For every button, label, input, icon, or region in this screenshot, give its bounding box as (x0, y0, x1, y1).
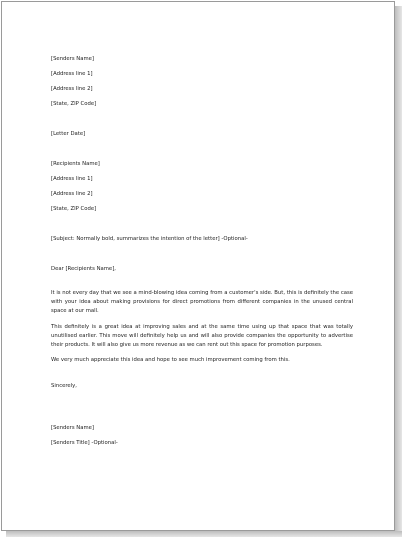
recipient-name: [Recipients Name] (51, 161, 100, 167)
recipient-address-line-2: [Address line 2] (51, 191, 93, 197)
sender-state-zip: [State, ZIP Code] (51, 101, 97, 107)
body-paragraph-1: It is not every day that we see a mind-blowing idea coming from a customer's side. But, this is definitely the case with your idea about making provisions for direct promotions from different companies in the unused central space at our mall. (51, 290, 353, 315)
body-paragraph-2: This definitely is a great idea at improving sales and at the same time using up that space that was totally unutilised earlier. This move will definitely help us and will also provide companies the opportunity to advertise their products. It will also give us more revenue as we can rent out this space for promotion purposes. (51, 323, 353, 349)
recipient-state-zip: [State, ZIP Code] (51, 206, 97, 212)
signature-name: [Senders Name] (51, 425, 94, 432)
body-paragraph-3: We very much appreciate this idea and hope to see much improvement coming from this. (51, 357, 290, 364)
sender-name: [Senders Name] (51, 56, 94, 62)
closing: Sincerely, (51, 383, 77, 390)
subject-line: [Subject: Normally bold, summarizes the intention of the letter] -Optional- (51, 236, 248, 242)
recipient-address-line-1: [Address line 1] (51, 176, 93, 182)
letter-body (51, 52, 353, 451)
letter-date: [Letter Date] (51, 131, 86, 137)
page-shadow-right (395, 6, 402, 537)
signature-title: [Senders Title] -Optional- (51, 440, 118, 447)
sender-address-line-2: [Address line 2] (51, 86, 93, 92)
page-shadow-bottom (6, 531, 402, 537)
sender-address-line-1: [Address line 1] (51, 71, 93, 77)
salutation: Dear [Recipients Name], (51, 266, 116, 272)
